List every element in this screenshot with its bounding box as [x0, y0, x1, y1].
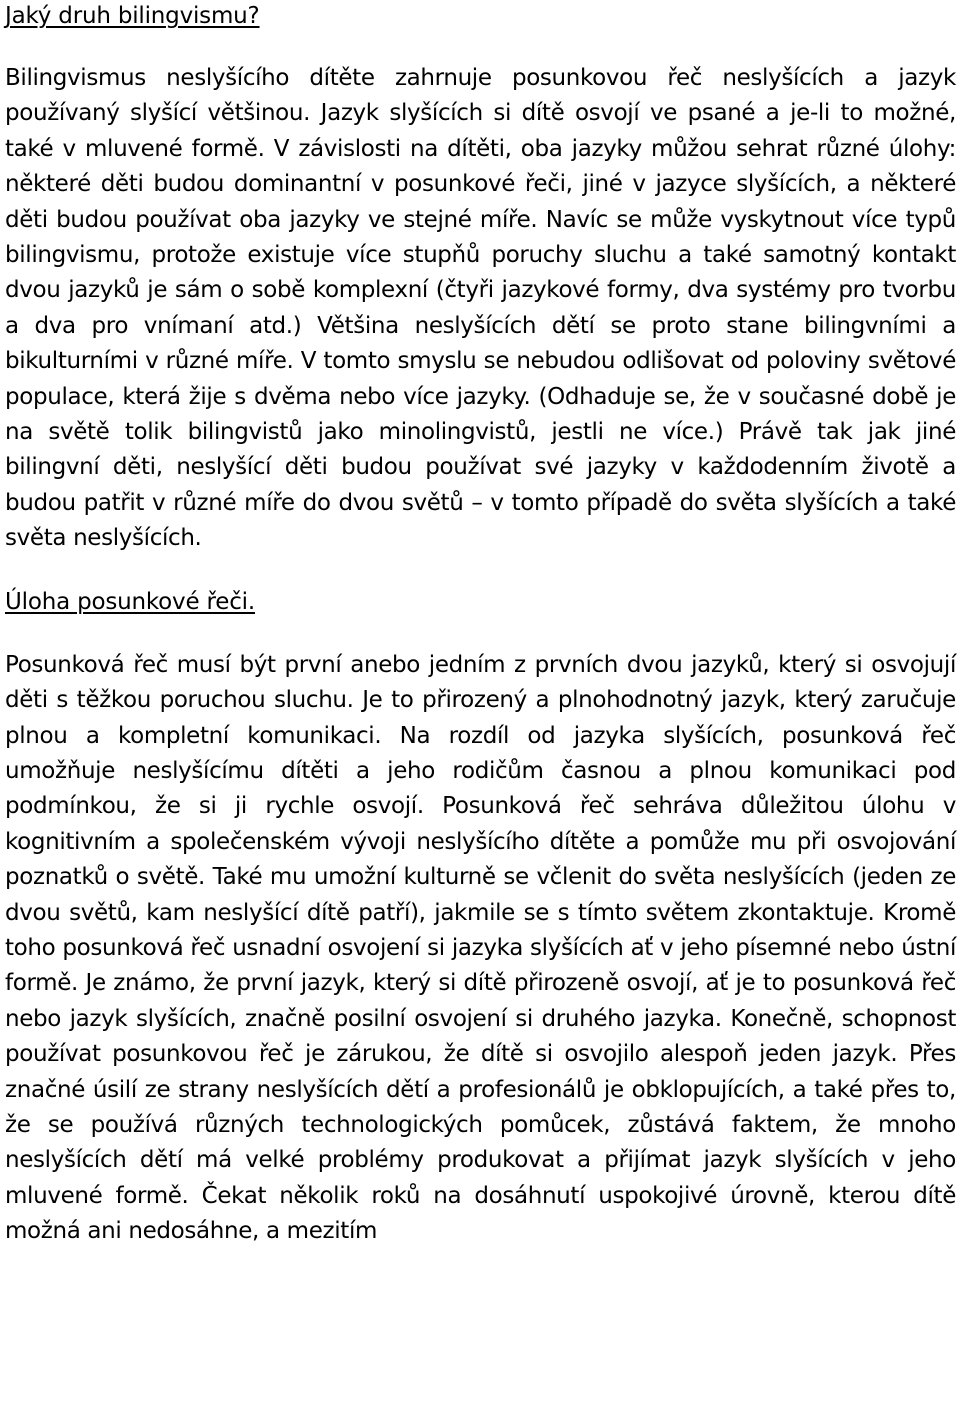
paragraph-sign-language-role: Posunková řeč musí být první anebo jedním z prvních dvou jazyků, který si osvojují děti s těžkou poruchou sluchu. Je to přirozený a plnohodnotný jazyk, který zaručuje plnou a kompletní komunikaci. Na rozdíl od jazyka slyšících, posunková řeč umožňuje neslyšícímu dítěti a jeho rodičům časnou a plnou komunikaci pod podmínkou, že si ji rychle osvojí. Posunková řeč sehráva důležitou úlohu v kognitivním a společenském vývoji neslyšícího dítěte a pomůže mu při osvojování poznatků o světě. Také mu umožní kulturně se včlenit do světa neslyšících (jeden ze dvou světů, kam neslyšící dítě patří), jakmile se s tímto světem zkontaktuje. Kromě toho posunková řeč usnadní osvojení si jazyka slyšících ať v jeho písemné nebo ústní formě. Je známo, že první jazyk, který si dítě přirozeně osvojí, ať je to posunková řeč nebo jazyk slyšících, značně posilní osvojení si druhého jazyka. Konečně, schopnost používat posunkovou řeč je zárukou, že dítě si osvojilo alespoň jeden jazyk. Přes značné úsilí ze strany neslyšících dětí a profesionálů je obklopujících, a také přes to, že se používá různých technologických pomůcek, zůstává faktem, že mnoho neslyšících dětí má velké problémy produkovat a přijímat jazyk slyšících v jeho mluvené formě. Čekat několik roků na dosáhnutí uspokojivé úrovně, kterou dítě možná ani nedosáhne, a mezitím [5, 651, 956, 1245]
section-heading-sign-language-role: Úloha posunkové řeči. [5, 588, 255, 615]
section-heading-bilingualism: Jaký druh bilingvismu? [5, 3, 260, 29]
paragraph-bilingualism: Bilingvismus neslyšícího dítěte zahrnuje posunkovou řeč neslyšících a jazyk používaný slyšící většinou. Jazyk slyšících si dítě osvojí ve psané a je-li to možné, také v mluvené formě. V závislosti na dítěti, oba jazyky můžou sehrat různé úlohy: některé děti budou dominantní v posunkové řeči, jiné v jazyce slyšících, a některé děti budou používat oba jazyky ve stejné míře. Navíc se může vyskytnout více typů bilingvismu, protože existuje více stupňů poruchy sluchu a také samotný kontakt dvou jazyků je sám o sobě komplexní (čtyři jazykové formy, dva systémy pro tvorbu a dva pro vnímaní atd.) Většina neslyšících dětí se proto stane bilingvními a bikulturními v různé míře. V tomto smyslu se nebudou odlišovat od poloviny světové populace, která žije s dvěma nebo více jazyky. (Odhaduje se, že v současné době je na světě tolik bilingvistů jako minolingvistů, jestli ne více.) Právě tak jak jiné bilingvní děti, neslyšící děti budou používat své jazyky v každodenním životě a budou patřit v různé míře do dvou světů – v tomto případě do světa slyšících a také světa neslyšících. [5, 65, 956, 552]
